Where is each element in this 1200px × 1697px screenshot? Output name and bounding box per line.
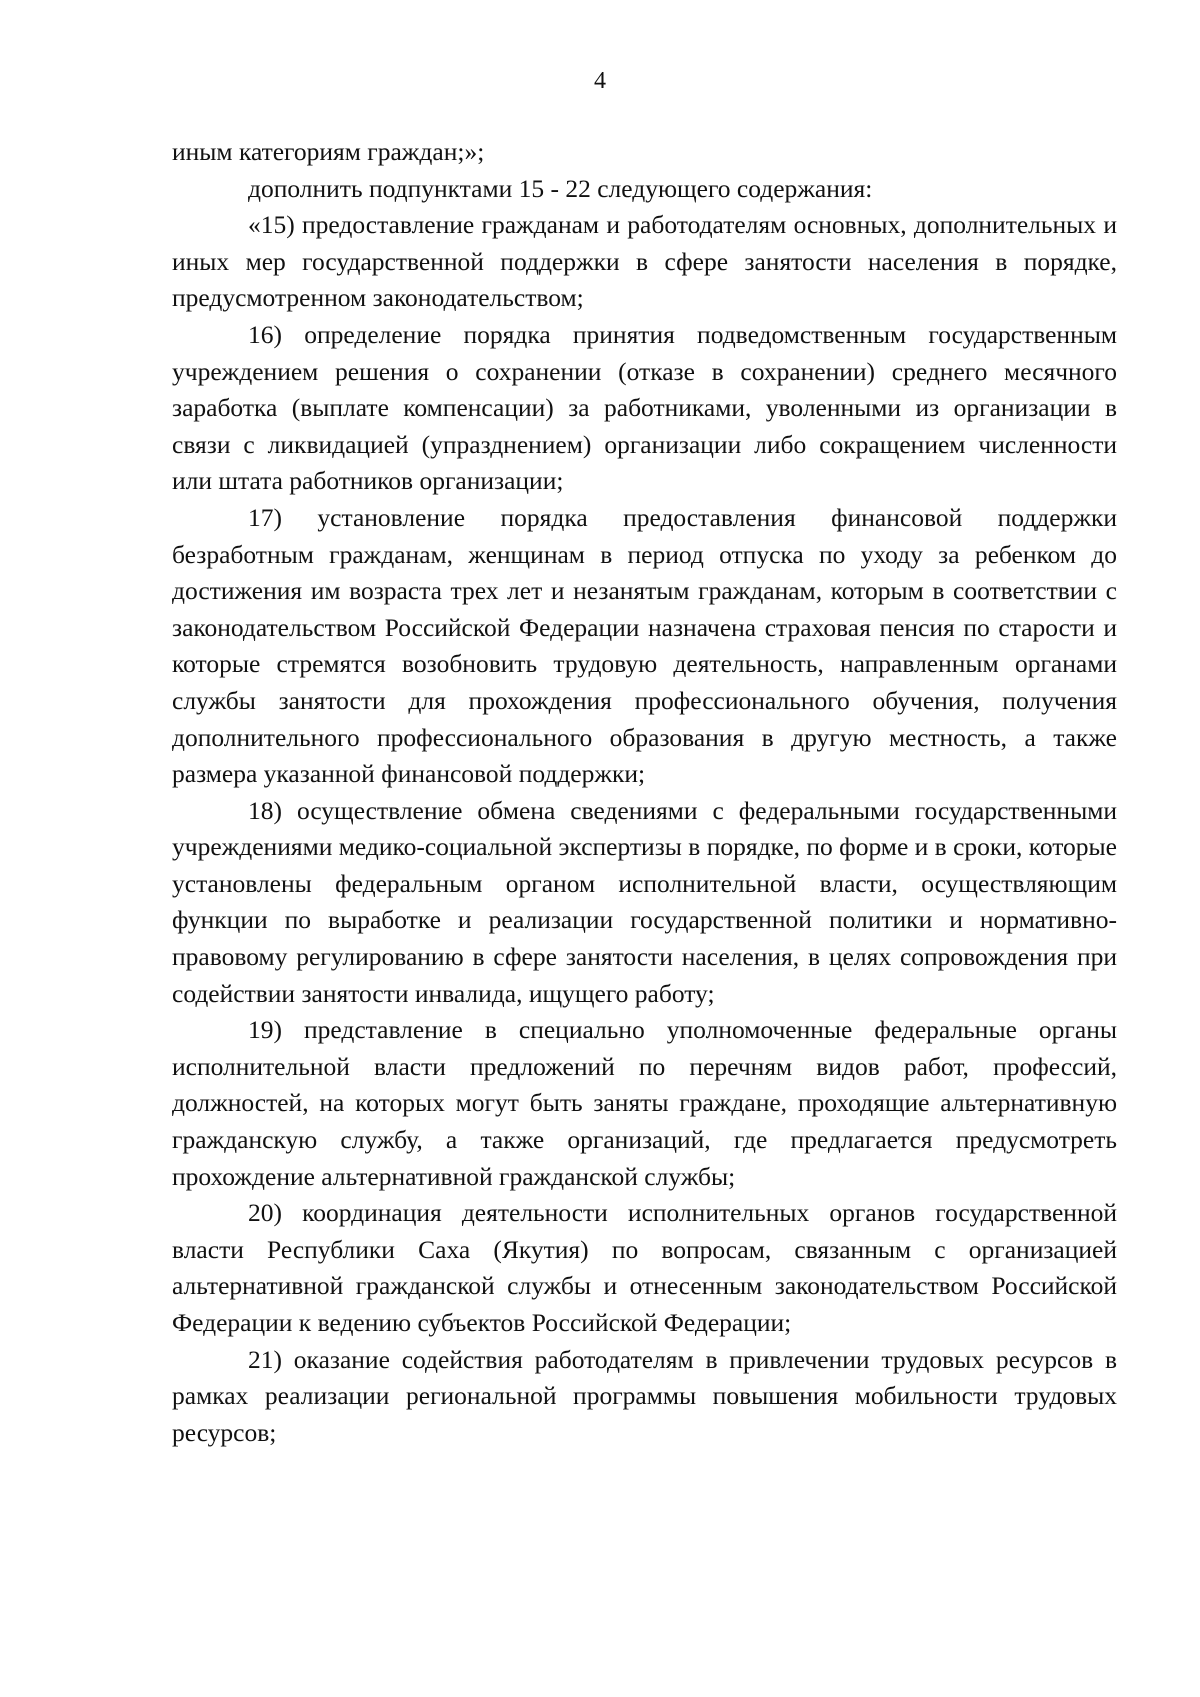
paragraph-item-17: 17) установление порядка предоставления финансовой поддержки безработным гражданам, женщинам в период отпуска по уходу за ребенком до достижения им возраста трех лет и незанятым гражданам, которым в соответствии с законодательством Российской Федерации назначена страховая пенсия по старости и которые стремятся возобновить трудовую деятельность, направленным органами службы занятости для прохождения профессионального обучения, получения дополнительного профессионального образования в другую местность, а также размера указанной финансовой поддержки; [172, 502, 1117, 789]
paragraph-amendment-intro: дополнить подпунктами 15 - 22 следующего содержания: [248, 173, 873, 203]
paragraph-intro-tail: иным категориям граждан;»; [172, 137, 485, 166]
document-body [172, 134, 1117, 1451]
paragraph-item-15: «15) предоставление гражданам и работодателям основных, дополнительных и иных мер государственной поддержки в сфере занятости населения в порядке, предусмотренном законодательством; [172, 210, 1117, 313]
paragraph-item-16: 16) определение порядка принятия подведомственным государственным учреждением решения о сохранении (отказе в сохранении) среднего месячного заработка (выплате компенсации) за работниками, уволенными из организации в связи с ликвидацией (упразднением) организации либо сокращением численности или штата работников организации; [172, 319, 1117, 496]
paragraph-item-19: 19) представление в специально уполномоченные федеральные органы исполнительной власти предложений по перечням видов работ, профессий, должностей, на которых могут быть заняты граждане, проходящие альтернативную гражданскую службу, а также организаций, где предлагается предусмотреть прохождение альтернативной гражданской службы; [172, 1015, 1117, 1191]
paragraph-item-20: 20) координация деятельности исполнительных органов государственной власти Республики Саха (Якутия) по вопросам, связанным с организацией альтернативной гражданской службы и отнесенным законодательством Российской Федерации к ведению субъектов Российской Федерации; [172, 1198, 1117, 1337]
paragraph-item-21: 21) оказание содействия работодателям в привлечении трудовых ресурсов в рамках реализации региональной программы повышения мобильности трудовых ресурсов; [172, 1344, 1117, 1447]
paragraph-item-18: 18) осуществление обмена сведениями с федеральными государственными учреждениями медико-социальной экспертизы в порядке, по форме и в сроки, которые установлены федеральным органом исполнительной власти, осуществляющим функции по выработке и реализации государственной политики и нормативно-правовому регулированию в сфере занятости населения, в целях сопровождения при содействии занятости инвалида, ищущего работу; [172, 795, 1117, 1008]
page-number: 4 [594, 68, 606, 94]
